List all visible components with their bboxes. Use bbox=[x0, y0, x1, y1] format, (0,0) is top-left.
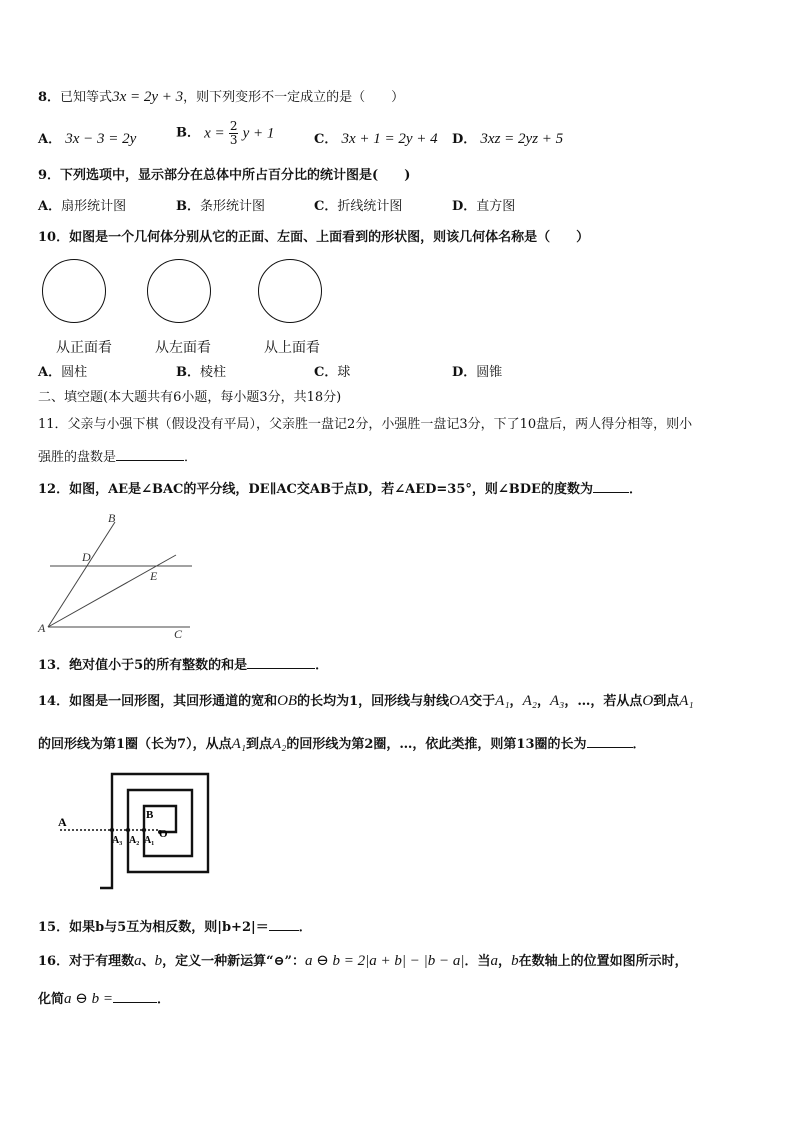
option-text: 圆锥 bbox=[476, 365, 503, 380]
q8-option-a[interactable] bbox=[38, 130, 136, 149]
point-a2 bbox=[126, 828, 130, 832]
q10-option-c[interactable] bbox=[314, 364, 350, 382]
option-text: 条形统计图 bbox=[200, 199, 266, 214]
q14-a2: A₂ bbox=[272, 736, 287, 752]
q16-b: b bbox=[154, 953, 163, 969]
option-label: C． bbox=[314, 199, 338, 214]
q14-a1: A₁ bbox=[495, 693, 510, 709]
q16-definition: a ⊖ b = 2|a + b| − |b − a| bbox=[304, 953, 465, 969]
q14-a1: A₁ bbox=[231, 736, 246, 752]
q16-text: 在数轴上的位置如图所示时， bbox=[518, 954, 688, 969]
q14-text: 交于 bbox=[469, 694, 496, 709]
q9-option-a[interactable] bbox=[38, 198, 126, 216]
q9-option-b[interactable] bbox=[176, 198, 265, 216]
label-o: O bbox=[159, 828, 168, 840]
q9-option-c[interactable] bbox=[314, 198, 402, 216]
q16-text: 16．对于有理数 bbox=[38, 954, 135, 969]
q8-stem-b: ，则下列变形不一定成立的是（ ） bbox=[183, 90, 405, 105]
q14-line1: 14．如图是一回形图，其回形通道的宽和OB的长均为1，回形线与射线OA交于A₁，A₂，A₃，…，若从点O到点A₁ bbox=[38, 693, 694, 709]
q9-stem: 9．下列选项中，显示部分在总体中所占百分比的统计图是( ) bbox=[38, 168, 411, 183]
answer-blank[interactable] bbox=[113, 988, 157, 1003]
q16-text: ， bbox=[498, 954, 512, 969]
label-d: D bbox=[82, 550, 91, 564]
q14-text: 到点 bbox=[653, 694, 680, 709]
q14-text: 到点 bbox=[245, 737, 272, 752]
option-text: 直方图 bbox=[476, 199, 516, 214]
q14-oa: OA bbox=[449, 693, 470, 709]
q9-option-d[interactable] bbox=[452, 198, 515, 216]
point-a3 bbox=[110, 828, 114, 832]
left-view-caption: 从左面看 bbox=[155, 340, 211, 356]
spiral-line bbox=[100, 774, 208, 888]
option-label: A． bbox=[38, 199, 62, 214]
q8-option-d[interactable] bbox=[452, 130, 563, 149]
option-text: 折线统计图 bbox=[337, 199, 403, 214]
option-text: 球 bbox=[337, 365, 351, 380]
q14-ob: OB bbox=[277, 693, 298, 709]
q8-option-b[interactable] bbox=[176, 120, 274, 147]
q11-line1: 11．父亲与小强下棋（假设没有平局），父亲胜一盘记2分，小强胜一盘记3分，下了10盘后，两人得分相等，则小 bbox=[38, 417, 693, 432]
label-b: B bbox=[108, 511, 116, 525]
label-a2: A₂ bbox=[129, 835, 140, 846]
answer-blank[interactable] bbox=[116, 446, 184, 461]
q15-stem-text: 15．如果b与5互为相反数，则|b+2|＝ bbox=[38, 920, 269, 935]
q8-number: 8． bbox=[38, 90, 61, 105]
q11-line2-text: 强胜的盘数是 bbox=[38, 450, 117, 465]
q16-a: a bbox=[134, 953, 142, 969]
q16-b: b bbox=[511, 953, 519, 969]
section-heading: 二、填空题(本大题共有6小题，每小题3分，共18分) bbox=[38, 390, 342, 405]
q16-sep: 、 bbox=[141, 954, 155, 969]
option-label: B． bbox=[176, 125, 200, 141]
q16-expression: a ⊖ b = bbox=[64, 991, 113, 1007]
q16-text: 化简 bbox=[38, 992, 65, 1007]
top-view-caption: 从上面看 bbox=[264, 340, 320, 356]
label-b: B bbox=[146, 809, 154, 821]
q10-option-a[interactable] bbox=[38, 364, 87, 382]
label-a: A bbox=[38, 621, 46, 635]
option-label: D． bbox=[452, 132, 477, 147]
option-text: 扇形统计图 bbox=[61, 199, 127, 214]
option-label: D． bbox=[452, 199, 477, 214]
option-label: B． bbox=[176, 199, 200, 214]
q14-text: 的回形线为第1圈（长为7），从点 bbox=[38, 737, 232, 752]
front-view-circle bbox=[42, 259, 106, 323]
q14-text: 的回形线为第2圈，…，依此类推，则第13圈的长为 bbox=[286, 737, 587, 752]
q16-a: a bbox=[490, 953, 499, 969]
answer-blank[interactable] bbox=[269, 916, 299, 931]
q13-stem-text: 13．绝对值小于5的所有整数的和是 bbox=[38, 658, 248, 673]
q8-equation: 3x = 2y + 3 bbox=[112, 89, 184, 105]
q15-stem: 15．如果b与5互为相反数，则|b+2|＝ ． bbox=[38, 916, 312, 937]
q8-option-c[interactable] bbox=[314, 130, 438, 149]
option-label: D． bbox=[452, 365, 477, 380]
option-text: 3xz = 2yz + 5 bbox=[480, 131, 564, 147]
option-text: 圆柱 bbox=[61, 365, 88, 380]
q10-stem: 10．如图是一个几何体分别从它的正面、左面、上面看到的形状图，则该几何体名称是（ ） bbox=[38, 230, 590, 245]
option-label: B． bbox=[176, 365, 200, 380]
fraction bbox=[229, 120, 239, 147]
q14-line2: 的回形线为第1圈（长为7），从点A₁到点A₂的回形线为第2圈，…，依此类推，则第13圈的长为 ． bbox=[38, 733, 646, 754]
q11-line2: 强胜的盘数是 ． bbox=[38, 446, 197, 467]
option-pre: x = bbox=[204, 125, 225, 142]
option-label: C． bbox=[314, 132, 338, 147]
option-text: 棱柱 bbox=[200, 365, 227, 380]
q14-text: 的长均为1，回形线与射线 bbox=[297, 694, 450, 709]
label-e: E bbox=[150, 569, 158, 583]
q14-o: O bbox=[642, 693, 654, 709]
q12-stem-text: 12．如图，AE是∠BAC的平分线，DE∥AC交AB于点D，若∠AED=35°，则∠BDE的度数为 bbox=[38, 482, 593, 497]
left-view-circle bbox=[147, 259, 211, 323]
line-ab bbox=[48, 522, 115, 627]
q10-option-d[interactable] bbox=[452, 364, 502, 382]
option-text: 3x − 3 = 2y bbox=[65, 131, 137, 147]
answer-blank[interactable] bbox=[593, 478, 629, 493]
option-label: C． bbox=[314, 365, 338, 380]
fraction-numerator: 2 bbox=[229, 119, 238, 133]
q8-stem-a: 已知等式 bbox=[60, 90, 113, 105]
option-label: A． bbox=[38, 132, 62, 147]
top-view-circle bbox=[258, 259, 322, 323]
q13-stem: 13．绝对值小于5的所有整数的和是 ． bbox=[38, 654, 328, 675]
q14-a3: A₃ bbox=[549, 693, 565, 709]
q14-text: ，…，若从点 bbox=[564, 694, 643, 709]
option-post: y + 1 bbox=[242, 125, 275, 142]
q14-a2: A₂ bbox=[522, 693, 537, 709]
option-text: 3x + 1 = 2y + 4 bbox=[341, 131, 438, 147]
fraction-denominator: 3 bbox=[229, 133, 238, 147]
label-a: A bbox=[58, 815, 67, 829]
q16-text: ．当 bbox=[464, 954, 491, 969]
point-a1 bbox=[142, 828, 146, 832]
q12-geometry-figure bbox=[36, 510, 196, 640]
answer-blank[interactable] bbox=[587, 733, 633, 748]
q8-stem bbox=[38, 88, 404, 107]
q14-a1: A₁ bbox=[679, 693, 694, 709]
q16-text: ，定义一种新运算“⊖”： bbox=[162, 954, 305, 969]
answer-blank[interactable] bbox=[247, 654, 315, 669]
q12-stem: 12．如图，AE是∠BAC的平分线，DE∥AC交AB于点D，若∠AED=35°，则∠BDE的度数为 ． bbox=[38, 478, 642, 499]
label-a1: A₁ bbox=[144, 835, 155, 846]
q14-text: 14．如图是一回形图，其回形通道的宽和 bbox=[38, 694, 278, 709]
q16-line2: 化简a ⊖ b = ． bbox=[38, 988, 170, 1009]
option-label: A． bbox=[38, 365, 62, 380]
label-a3: A₃ bbox=[112, 835, 123, 846]
q10-option-b[interactable] bbox=[176, 364, 226, 382]
label-c: C bbox=[174, 627, 183, 641]
q14-spiral-figure bbox=[52, 770, 252, 900]
front-view-caption: 从正面看 bbox=[56, 340, 112, 356]
q16-line1 bbox=[38, 952, 688, 971]
